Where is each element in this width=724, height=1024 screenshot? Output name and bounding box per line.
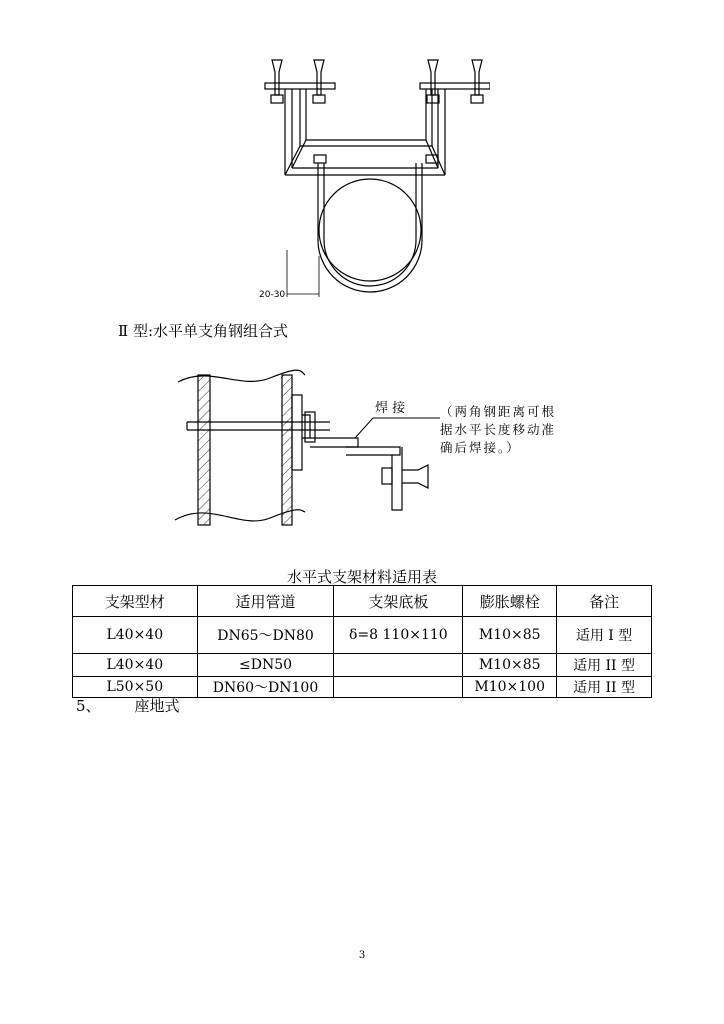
expansion-bolt-icon <box>471 60 483 103</box>
section-5-heading <box>76 695 180 716</box>
section-number: 5、 <box>76 697 101 715</box>
table-cell: 适用 II 型 <box>557 654 652 677</box>
weld-note-line-1: （两角钢距离可根 <box>440 404 557 419</box>
weld-note-line-3: 确后焊接。） <box>440 440 521 455</box>
weld-label: 焊 接 <box>375 401 406 416</box>
table-cell: ≤DN50 <box>197 654 334 677</box>
table-cell: 适用 I 型 <box>557 617 652 654</box>
table-row <box>73 617 652 654</box>
table-cell: L40×40 <box>73 617 198 654</box>
table-cell: δ=8 110×110 <box>334 617 463 654</box>
expansion-bolt-icon <box>313 60 325 103</box>
table-cell <box>334 654 463 677</box>
table-cell: 适用 II 型 <box>557 677 652 698</box>
table-cell: L50×50 <box>73 677 198 698</box>
section-title: 座地式 <box>134 697 180 715</box>
table-cell: M10×100 <box>463 677 557 698</box>
page-number: 3 <box>358 950 366 961</box>
pipe-icon <box>319 179 421 281</box>
header-profile: 支架型材 <box>73 586 198 617</box>
table-cell: M10×85 <box>463 617 557 654</box>
material-table <box>72 585 652 698</box>
dimension-label: 20-30 <box>259 290 286 300</box>
expansion-bolt-icon <box>427 60 439 103</box>
table-cell: L40×40 <box>73 654 198 677</box>
header-bolt: 膨胀螺栓 <box>463 586 557 617</box>
type2-support-drawing <box>170 360 610 535</box>
table-cell <box>334 677 463 698</box>
weld-note-line-2: 据水平长度移动准 <box>440 422 557 437</box>
wall-left-section <box>198 375 210 525</box>
table-cell: DN65～DN80 <box>197 617 334 654</box>
header-remark: 备注 <box>557 586 652 617</box>
type2-caption: Ⅱ 型:水平单支角钢组合式 <box>118 322 289 340</box>
header-base-plate: 支架底板 <box>334 586 463 617</box>
table-title: 水平式支架材料适用表 <box>286 568 437 586</box>
table-header-row <box>73 586 652 617</box>
wall-right-section <box>282 375 292 525</box>
expansion-bolt-icon <box>271 60 283 103</box>
type1-support-drawing <box>240 50 490 305</box>
header-pipe: 适用管道 <box>197 586 334 617</box>
table-row <box>73 654 652 677</box>
table-cell: DN60～DN100 <box>197 677 334 698</box>
table-cell: M10×85 <box>463 654 557 677</box>
